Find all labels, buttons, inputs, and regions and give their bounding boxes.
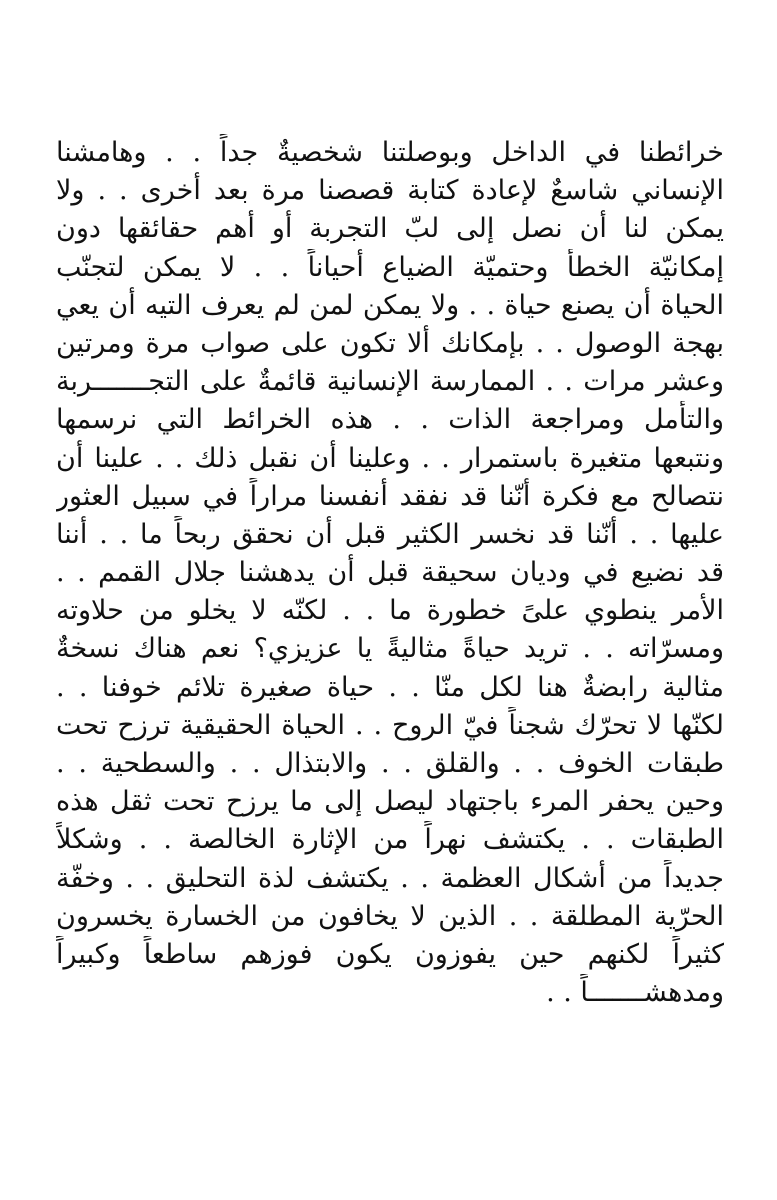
text-line: ومسرّاته . . تريد حياةً مثاليةً يا عزيزي؟ نعم هناك نسخةٌ	[56, 633, 724, 665]
text-line: الحرّية المطلقة . . الذين لا يخافون من الخسارة يخسرون	[56, 900, 724, 932]
text-line: خرائطنا في الداخل وبوصلتنا شخصيةٌ جداً . . وهامشنا	[56, 137, 724, 168]
text-line: الطبقات . . يكتشف نهراً من الإثارة الخالصة . . وشكلاً	[56, 824, 724, 856]
text-line: وحين يحفر المرء باجتهاد ليصل إلى ما يرزح تحت ثقل هذه	[56, 786, 724, 818]
text-line: والتأمل ومراجعة الذات . . هذه الخرائط التي نرسمها	[56, 404, 724, 436]
text-line: نتصالح مع فكرة أنّنا قد نفقد أنفسنا مراراً في سبيل العثور	[56, 480, 724, 512]
text-line: يمكن لنا أن نصل إلى لبّ التجربة أو أهم حقائقها دون	[56, 213, 724, 245]
arabic-text-block	[56, 134, 724, 1012]
text-line: لكنّها لا تحرّك شجناً فيّ الروح . . الحياة الحقيقية ترزح تحت	[56, 709, 724, 741]
text-line-last: ومدهشـــــــاً . .	[546, 977, 724, 1009]
text-line: إمكانيّة الخطأ وحتميّة الضياع أحياناً . . لا يمكن لتجنّب	[56, 251, 724, 283]
text-line: قد نضيع في وديان سحيقة قبل أن يدهشنا جلال القمم . .	[56, 557, 724, 589]
text-line: الحياة أن يصنع حياة . . ولا يمكن لمن لم يعرف التيه أن يعي	[56, 289, 724, 321]
text-line: جديداً من أشكال العظمة . . يكتشف لذة التحليق . . وخفّة	[56, 862, 724, 894]
text-line: الإنساني شاسعٌ لإعادة كتابة قصصنا مرة بعد أخرى . . ولا	[56, 175, 724, 207]
text-line: ونتبعها متغيرة باستمرار . . وعلينا أن نقبل ذلك . . علينا أن	[56, 442, 724, 474]
text-line: مثالية رابضةٌ هنا لكل منّا . . حياة صغيرة تلائم خوفنا . .	[56, 671, 724, 703]
text-line: كثيراً لكنهم حين يفوزون يكون فوزهم ساطعاً وكبيراً	[56, 938, 724, 970]
text-line: بهجة الوصول . . بإمكانك ألا تكون على صواب مرة ومرتين	[56, 327, 724, 359]
text-line: الأمر ينطوي علىً خطورة ما . . لكنّه لا يخلو من حلاوته	[56, 595, 724, 627]
text-line: عليها . . أنّنا قد نخسر الكثير قبل أن نحقق ربحاً ما . . أننا	[56, 518, 724, 550]
text-line: وعشر مرات . . الممارسة الإنسانية قائمةٌ على التجـــــــربة	[56, 366, 724, 398]
text-line: طبقات الخوف . . والقلق . . والابتذال . . والسطحية . .	[56, 748, 724, 779]
